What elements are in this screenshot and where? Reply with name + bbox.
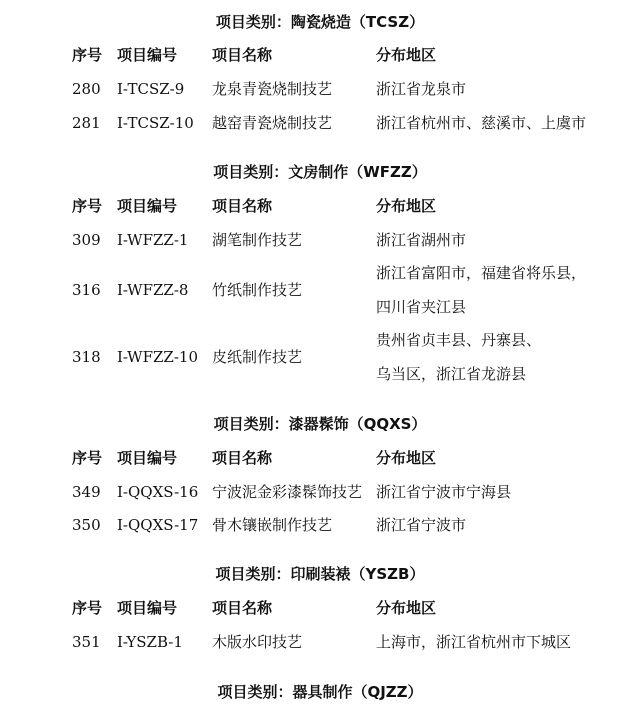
category-title-tcsz: 项目类别：陶瓷烧造（TCSZ） [215, 13, 425, 31]
header-region: 分布地区 [376, 197, 437, 215]
region-line: 浙江省富阳市，福建省将乐县， [376, 264, 587, 282]
row-region: 浙江省龙泉市 [376, 80, 467, 98]
header-seq: 序号 [72, 599, 103, 617]
table-row [0, 630, 640, 654]
row-seq: 349 [72, 483, 101, 501]
category-title-qjzz: 项目类别：器具制作（QJZZ） [217, 683, 423, 701]
header-name: 项目名称 [212, 599, 273, 617]
table-row [0, 345, 640, 369]
table-row [0, 111, 640, 135]
row-name: 骨木镶嵌制作技艺 [212, 516, 333, 534]
header-code: 项目编号 [117, 599, 178, 617]
table-header-yszb [0, 596, 640, 620]
row-name: 越窑青瓷烧制技艺 [212, 114, 333, 132]
row-seq: 350 [72, 516, 101, 534]
category-title-qqxs: 项目类别：漆器髹饰（QQXS） [213, 415, 427, 433]
row-code: Ⅰ-WFZZ-10 [117, 348, 198, 366]
row-name: 木版水印技艺 [212, 633, 303, 651]
table-row [0, 513, 640, 537]
table-header-qqxs [0, 446, 640, 470]
row-code: Ⅰ-QQXS-16 [117, 483, 199, 501]
row-code: Ⅰ-WFZZ-8 [117, 281, 189, 299]
row-seq: 318 [72, 348, 101, 366]
table-row [0, 228, 640, 252]
row-seq: 309 [72, 231, 101, 249]
region-line: 贵州省贞丰县、丹寨县、 [376, 331, 542, 349]
region-line: 四川省夹江县 [376, 298, 467, 316]
row-region: 浙江省宁波市宁海县 [376, 483, 512, 501]
header-name: 项目名称 [212, 449, 273, 467]
row-name: 宁波泥金彩漆髹饰技艺 [212, 483, 363, 501]
row-code: Ⅰ-YSZB-1 [117, 633, 183, 651]
row-seq: 316 [72, 281, 101, 299]
header-seq: 序号 [72, 46, 103, 64]
table-header-wfzz [0, 194, 640, 218]
header-region: 分布地区 [376, 46, 437, 64]
header-region: 分布地区 [376, 449, 437, 467]
row-code: Ⅰ-QQXS-17 [117, 516, 199, 534]
header-seq: 序号 [72, 197, 103, 215]
row-code: Ⅰ-WFZZ-1 [117, 231, 189, 249]
row-name: 皮纸制作技艺 [212, 348, 303, 366]
table-row [0, 77, 640, 101]
header-region: 分布地区 [376, 599, 437, 617]
category-title-yszb: 项目类别：印刷装裱（YSZB） [215, 565, 425, 583]
row-code: Ⅰ-TCSZ-10 [117, 114, 194, 132]
table-header-tcsz [0, 43, 640, 67]
row-name: 竹纸制作技艺 [212, 281, 303, 299]
row-region: 浙江省宁波市 [376, 516, 467, 534]
row-region: 浙江省杭州市、慈溪市、上虞市 [376, 114, 587, 132]
category-title-wfzz: 项目类别：文房制作（WFZZ） [213, 163, 427, 181]
row-name: 龙泉青瓷烧制技艺 [212, 80, 333, 98]
row-seq: 351 [72, 633, 101, 651]
header-code: 项目编号 [117, 46, 178, 64]
header-code: 项目编号 [117, 449, 178, 467]
row-region-multiline [376, 323, 541, 391]
header-name: 项目名称 [212, 197, 273, 215]
row-seq: 280 [72, 80, 101, 98]
row-region-multiline [376, 256, 586, 324]
region-line: 乌当区，浙江省龙游县 [376, 365, 527, 383]
header-code: 项目编号 [117, 197, 178, 215]
row-seq: 281 [72, 114, 101, 132]
row-region: 浙江省湖州市 [376, 231, 467, 249]
header-seq: 序号 [72, 449, 103, 467]
row-region: 上海市，浙江省杭州市下城区 [376, 633, 572, 651]
row-name: 湖笔制作技艺 [212, 231, 303, 249]
row-code: Ⅰ-TCSZ-9 [117, 80, 185, 98]
header-name: 项目名称 [212, 46, 273, 64]
table-row [0, 480, 640, 504]
